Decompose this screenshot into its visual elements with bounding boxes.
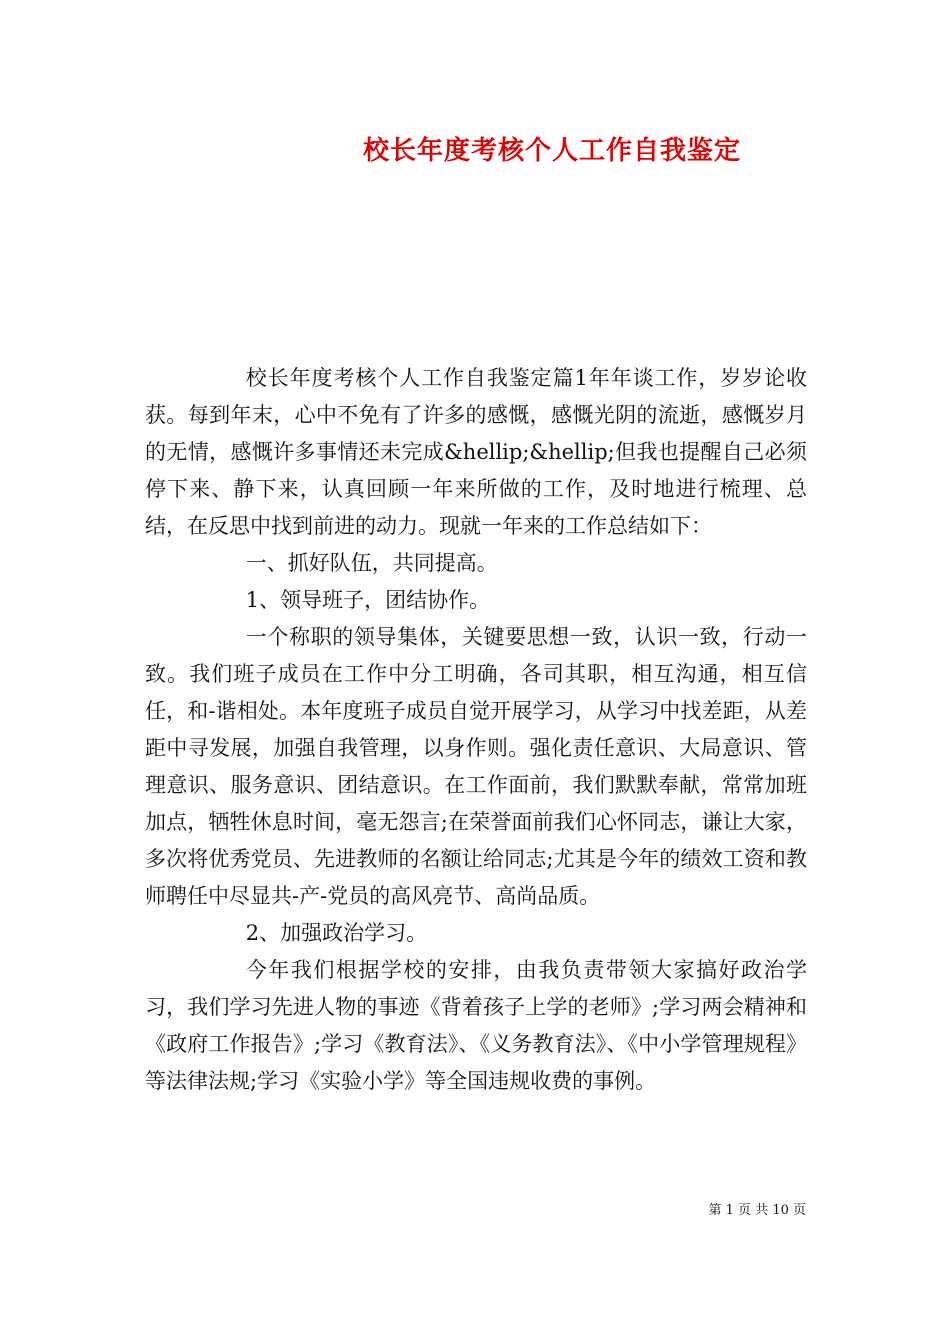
subsection-heading-2: 2、加强政治学习。 [245, 921, 428, 945]
paragraph-intro: 校长年度考核个人工作自我鉴定篇1年年谈工作，岁岁论收获。每到年末，心中不免有了许多的感慨，感慨光阴的流逝，感慨岁月的无情，感慨许多事情还未完成&hellip;&hellip;但我也提醒自己必须停下来、静下来，认真回顾一年来所做的工作，及时地进行梳理、总结，在反思中找到前进的动力。现就一年来的工作总结如下： [145, 366, 807, 538]
document-title: 校长年度考核个人工作自我鉴定 [362, 136, 741, 166]
subsection-heading-1: 1、领导班子，团结协作。 [245, 588, 491, 612]
paragraph-leadership: 一个称职的领导集体，关键要思想一致，认识一致，行动一致。我们班子成员在工作中分工明确，各司其职，相互沟通，相互信任，和-谐相处。本年度班子成员自觉开展学习，从学习中找差距，从差距中寻发展，加强自我管理，以身作则。强化责任意识、大局意识、管理意识、服务意识、团结意识。在工作面前，我们默默奉献，常常加班加点，牺牲休息时间，毫无怨言;在荣誉面前我们心怀同志，谦让大家，多次将优秀党员、先进教师的名额让给同志;尤其是今年的绩效工资和教师聘任中尽显共-产-党员的高风亮节、高尚品质。 [145, 625, 807, 908]
paragraph-political-study: 今年我们根据学校的安排，由我负责带领大家搞好政治学习，我们学习先进人物的事迹《背着孩子上学的老师》;学习两会精神和《政府工作报告》;学习《教育法》、《义务教育法》、《中小学管理规程》等法律法规;学习《实验小学》等全国违规收费的事例。 [145, 958, 807, 1093]
document-body [145, 360, 807, 1100]
page-number: 第 1 页 共 10 页 [708, 1203, 806, 1218]
section-heading-1: 一、抓好队伍，共同提高。 [245, 551, 498, 575]
